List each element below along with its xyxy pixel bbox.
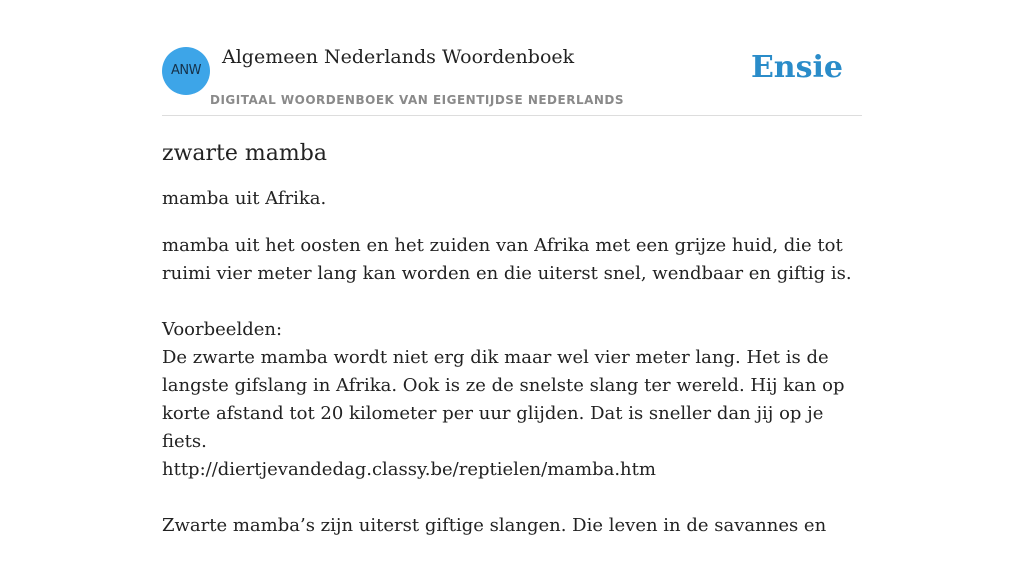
entry-content [162,137,862,568]
site-title[interactable]: Algemeen Nederlands Woordenboek [222,46,575,68]
example-text: Zwarte mamba’s zijn uiterst giftige slangen. Die leven in de savannes en [162,515,827,536]
ensie-brand-link[interactable]: Ensie [750,50,843,85]
example-item [162,512,862,540]
entry-headword: zwarte mamba [162,141,327,166]
examples-section [162,316,862,540]
examples-label: Voorbeelden: [162,319,283,340]
anw-logo[interactable]: ANW [162,47,210,95]
short-definition: mamba uit Afrika. [162,188,327,209]
site-header [162,40,862,116]
long-definition: mamba uit het oosten en het zuiden van Afrika met een grijze huid, die tot ruimi vier meter lang kan worden en die uiterst snel, wendbaar en giftig is. [162,235,852,284]
header-divider [162,115,862,116]
example-source-link[interactable]: http://diertjevandedag.classy.be/reptielen/mamba.htm [162,459,656,480]
site-subtitle: DIGITAAL WOORDENBOEK VAN EIGENTIJDSE NEDERLANDS [210,93,625,107]
example-text: De zwarte mamba wordt niet erg dik maar wel vier meter lang. Het is de langste gifslang in Afrika. Ook is ze de snelste slang ter wereld. Hij kan op korte afstand tot 20 kilometer per uur glijden. Dat is sneller dan jij op je fiets. [162,347,845,452]
example-item [162,344,862,484]
